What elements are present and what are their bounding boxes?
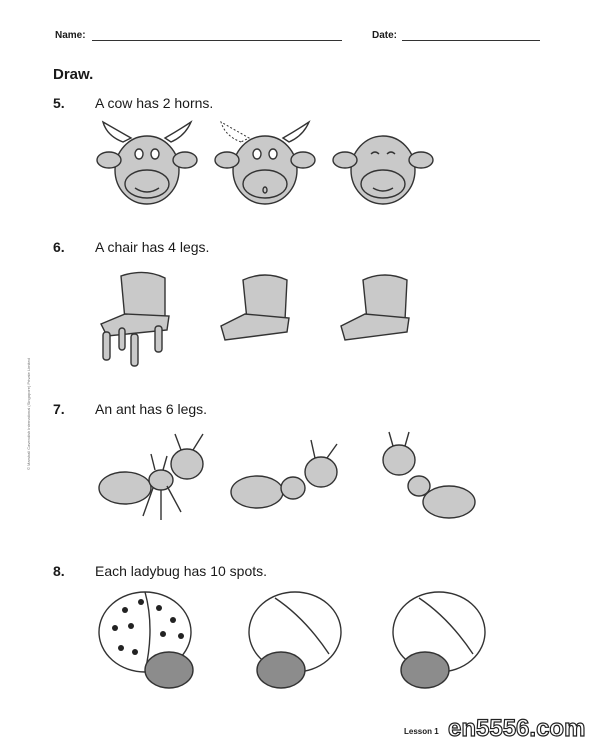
ant-no-legs-1 xyxy=(231,440,337,508)
date-label: Date: xyxy=(372,30,398,41)
question-text: A cow has 2 horns. xyxy=(95,95,214,111)
question-number: 7. xyxy=(53,401,65,417)
chairs-illustration xyxy=(95,268,435,373)
question-number: 5. xyxy=(53,95,65,111)
ladybug-with-spots xyxy=(99,592,193,688)
question-text: An ant has 6 legs. xyxy=(95,401,208,417)
ants-illustration xyxy=(95,428,485,528)
cow-head-no-horns xyxy=(333,136,433,204)
ant-with-legs xyxy=(99,434,203,520)
question-5 xyxy=(53,95,213,111)
ladybug-no-spots-1 xyxy=(249,592,341,688)
cow-head-dashed-horns xyxy=(215,122,315,204)
question-number: 6. xyxy=(53,239,65,255)
question-6 xyxy=(53,239,209,255)
date-line xyxy=(402,40,540,41)
ant-no-legs-2 xyxy=(383,432,475,518)
instruction-heading: Draw. xyxy=(53,66,94,83)
watermark-text: en5556.com xyxy=(448,715,586,742)
chair-with-legs xyxy=(101,272,169,366)
ladybugs-illustration xyxy=(95,588,495,696)
chair-no-legs-2 xyxy=(341,275,409,340)
question-number: 8. xyxy=(53,563,65,579)
cow-head-with-horns xyxy=(97,122,197,204)
question-text: Each ladybug has 10 spots. xyxy=(95,563,268,579)
copyright-notice: © Marshall Cavendish International (Singapore) Private Limited xyxy=(26,358,31,470)
chair-no-legs-1 xyxy=(221,275,289,340)
name-line xyxy=(92,40,342,41)
name-label: Name: xyxy=(55,30,86,41)
question-8 xyxy=(53,563,267,579)
question-7 xyxy=(53,401,207,417)
question-text: A chair has 4 legs. xyxy=(95,239,210,255)
cow-heads-illustration xyxy=(95,120,435,215)
ladybug-no-spots-2 xyxy=(393,592,485,688)
lesson-label: Lesson 1 xyxy=(404,727,439,736)
